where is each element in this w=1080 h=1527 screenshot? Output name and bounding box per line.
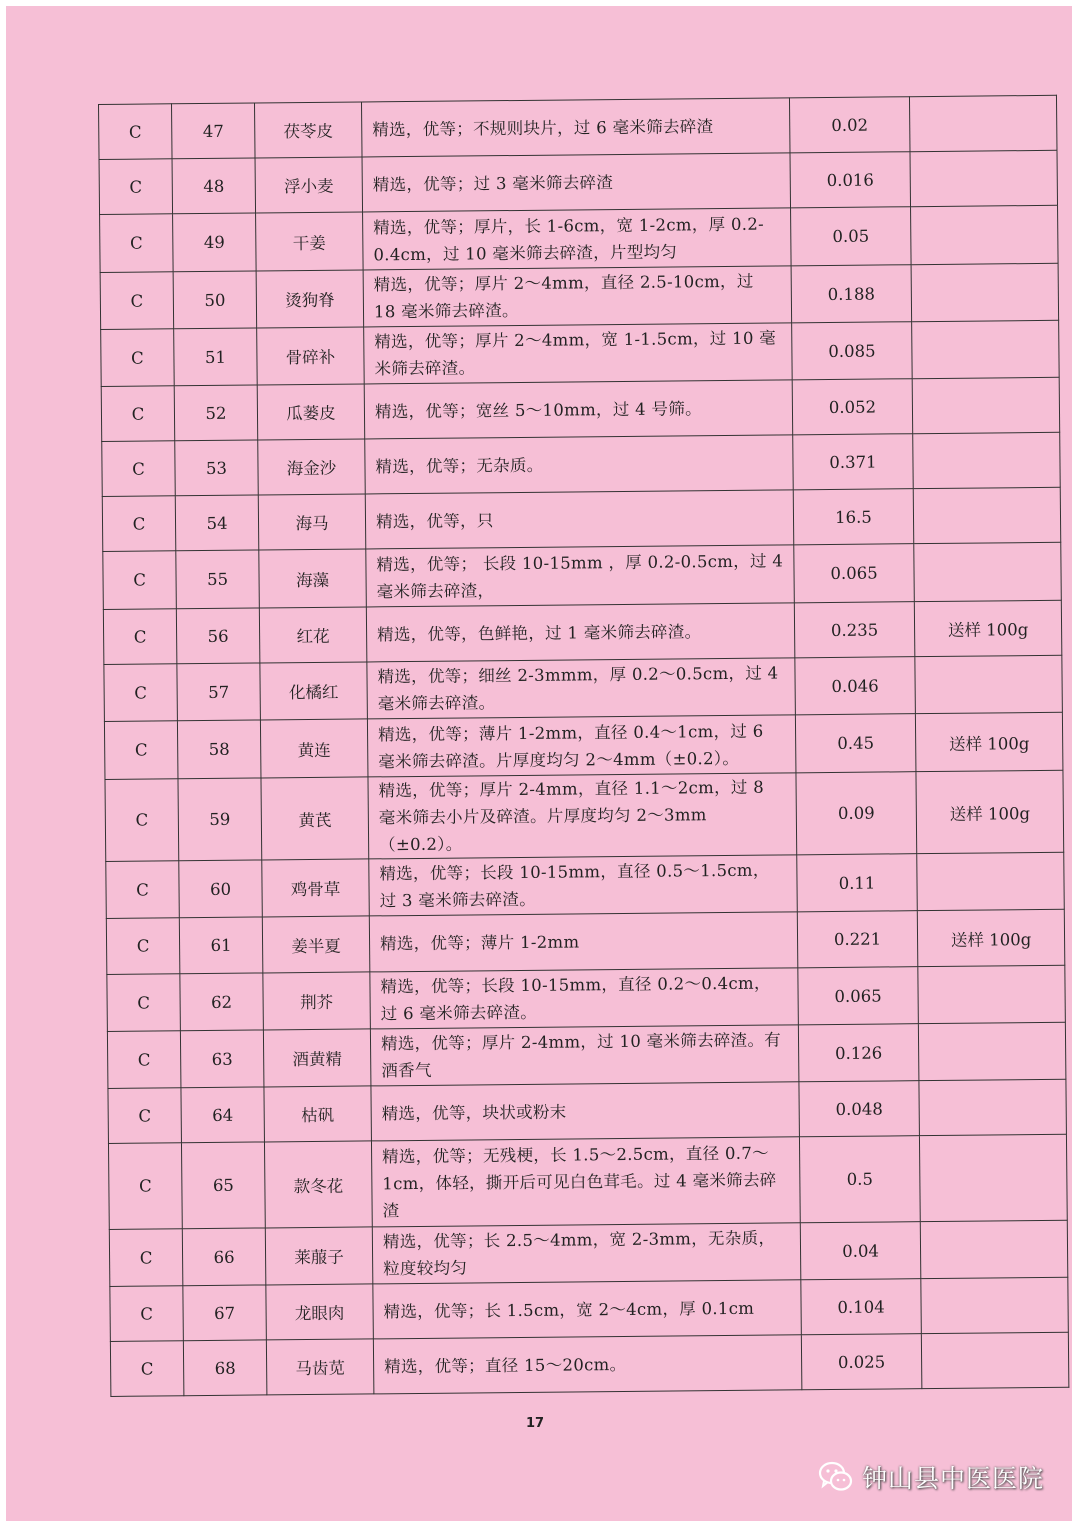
table-row: [104, 655, 1063, 721]
cell-grade: C: [102, 496, 176, 552]
table-row: [100, 263, 1059, 329]
cell-herb-name: 瓜蒌皮: [257, 384, 365, 440]
cell-description: 精选，优等；长段 10-15mm，直径 0.5～1.5cm，过 3 毫米筛去碎渣。: [369, 855, 798, 916]
cell-number: 56: [176, 608, 260, 664]
cell-price: 0.188: [791, 265, 912, 323]
cell-description: 精选，优等；厚片 2～4mm，宽 1-1.5cm，过 10 毫米筛去碎渣。: [364, 323, 793, 384]
cell-herb-name: 姜半夏: [262, 916, 370, 973]
cell-number: 63: [180, 1030, 264, 1088]
cell-grade: C: [105, 779, 179, 862]
cell-price: 0.371: [793, 434, 914, 490]
table-row: [110, 1277, 1068, 1341]
cell-number: 57: [177, 663, 261, 721]
cell-herb-name: 烫狗脊: [256, 270, 364, 328]
cell-number: 50: [173, 271, 257, 329]
cell-description: 精选，优等；薄片 1-2mm，直径 0.4～1cm，过 6 毫米筛去碎渣。片厚度均匀 2～4mm（±0.2）。: [367, 715, 796, 777]
cell-description: 精选，优等； 长段 10-15mm ，厚 0.2-0.5cm，过 4 毫米筛去碎渣，: [366, 545, 795, 607]
cell-grade: C: [103, 609, 177, 665]
cell-herb-name: 枯矾: [264, 1086, 372, 1142]
cell-note: [918, 1022, 1066, 1080]
cell-grade: C: [99, 159, 173, 215]
cell-grade: C: [107, 974, 181, 1032]
cell-grade: C: [107, 1031, 181, 1089]
cell-grade: C: [110, 1341, 184, 1397]
cell-note: [914, 542, 1062, 601]
cell-price: 0.085: [792, 322, 913, 380]
table-row: [109, 1220, 1068, 1286]
cell-number: 64: [181, 1087, 265, 1143]
cell-price: 0.052: [792, 379, 913, 435]
cell-price: 0.048: [799, 1081, 920, 1137]
cell-grade: C: [104, 664, 178, 722]
table-row: [108, 1134, 1067, 1229]
cell-grade: C: [106, 861, 180, 919]
cell-description: 精选，优等；长 2.5～4mm，宽 2-3mm，无杂质，粒度较均匀: [372, 1223, 801, 1284]
cell-number: 68: [183, 1340, 267, 1396]
table-row: [102, 432, 1060, 496]
cell-grade: C: [108, 1143, 182, 1230]
cell-note: [919, 1134, 1067, 1221]
cell-herb-name: 红花: [259, 607, 367, 663]
cell-note: [919, 1079, 1067, 1135]
cell-note: [917, 852, 1065, 910]
cell-note: 送样 100g: [915, 712, 1063, 771]
cell-grade: C: [108, 1088, 182, 1144]
cell-note: [909, 95, 1057, 151]
table-row: [104, 712, 1063, 779]
cell-price: 0.09: [796, 772, 917, 855]
cell-herb-name: 化橘红: [260, 662, 368, 720]
cell-grade: C: [104, 721, 178, 780]
cell-description: 精选，优等；长段 10-15mm，直径 0.2～0.4cm，过 6 毫米筛去碎渣。: [370, 968, 799, 1029]
table-body: [99, 95, 1069, 1396]
cell-number: 62: [180, 973, 264, 1031]
cell-herb-name: 黄连: [260, 719, 368, 778]
cell-price: 0.11: [797, 854, 918, 912]
page-number: 17: [525, 1416, 545, 1431]
cell-price: 0.221: [797, 911, 918, 968]
cell-description: 精选，优等；薄片 1-2mm: [369, 912, 798, 972]
cell-price: 0.126: [798, 1024, 919, 1082]
table-row: [103, 542, 1062, 609]
table-row: [102, 487, 1060, 551]
table-row: [108, 1079, 1066, 1143]
cell-herb-name: 骨碎补: [257, 327, 365, 385]
cell-herb-name: 海藻: [259, 549, 367, 608]
cell-number: 53: [175, 440, 259, 496]
cell-price: 0.04: [800, 1222, 921, 1280]
cell-price: 0.025: [801, 1334, 922, 1390]
cell-herb-name: 黄芪: [261, 777, 369, 860]
cell-note: [910, 150, 1058, 206]
table-row: [101, 320, 1060, 386]
cell-herb-name: 浮小麦: [255, 157, 363, 213]
cell-number: 48: [172, 158, 256, 214]
cell-description: 精选，优等，色鲜艳，过 1 毫米筛去碎渣。: [366, 603, 795, 662]
cell-grade: C: [101, 386, 175, 442]
cell-number: 66: [182, 1228, 266, 1286]
cell-price: 0.104: [801, 1279, 922, 1335]
cell-grade: C: [99, 104, 173, 160]
cell-note: [915, 655, 1063, 713]
table-row: [107, 965, 1066, 1031]
table-row: [106, 852, 1065, 918]
cell-grade: C: [103, 551, 177, 610]
table-row: [106, 909, 1064, 974]
cell-price: 0.05: [791, 207, 912, 266]
cell-description: 精选，优等；直径 15～20cm。: [373, 1335, 802, 1394]
cell-price: 0.065: [798, 967, 919, 1025]
cell-number: 55: [176, 550, 260, 609]
cell-herb-name: 荆芥: [263, 972, 371, 1030]
cell-price: 0.046: [795, 657, 916, 715]
cell-herb-name: 龙眼肉: [266, 1284, 374, 1340]
cell-number: 65: [181, 1142, 265, 1229]
cell-note: [912, 377, 1060, 433]
table-row: [99, 150, 1057, 214]
cell-grade: C: [102, 441, 176, 497]
cell-herb-name: 酒黄精: [263, 1029, 371, 1087]
cell-description: 精选，优等；细丝 2-3mmm，厚 0.2～0.5cm，过 4 毫米筛去碎渣。: [367, 658, 796, 719]
cell-herb-name: 海马: [258, 494, 366, 550]
table-row: [105, 770, 1064, 861]
cell-number: 51: [174, 328, 258, 386]
cell-grade: C: [100, 214, 174, 273]
cell-herb-name: 莱菔子: [265, 1227, 373, 1285]
cell-number: 59: [178, 778, 262, 861]
table-row: [110, 1332, 1068, 1396]
cell-number: 47: [172, 103, 256, 159]
cell-description: 精选，优等；不规则块片，过 6 毫米筛去碎渣: [361, 98, 790, 157]
cell-herb-name: 干姜: [256, 212, 364, 271]
cell-description: 精选，优等；过 3 毫米筛去碎渣: [362, 153, 791, 212]
cell-note: [912, 320, 1060, 378]
cell-note: [911, 263, 1059, 321]
table-row: [99, 95, 1057, 159]
cell-description: 精选，优等，只: [365, 490, 794, 549]
table-row: [107, 1022, 1066, 1088]
cell-price: 0.02: [789, 97, 910, 153]
table-row: [103, 600, 1061, 664]
cell-number: 49: [173, 213, 257, 272]
cell-herb-name: 茯苓皮: [254, 102, 362, 158]
watermark: [818, 1455, 1044, 1499]
cell-note: [918, 965, 1066, 1023]
cell-price: 0.016: [790, 152, 911, 208]
cell-price: 0.45: [795, 714, 916, 773]
cell-price: 0.5: [799, 1136, 920, 1223]
cell-description: 精选，优等；无残梗，长 1.5～2.5cm，直径 0.7～1cm，体轻，撕开后可见白色茸毛。过 4 毫米筛去碎渣: [371, 1137, 800, 1227]
cell-herb-name: 款冬花: [264, 1141, 372, 1228]
cell-number: 67: [183, 1285, 267, 1341]
cell-herb-name: 鸡骨草: [262, 859, 370, 917]
cell-note: [913, 432, 1061, 488]
cell-description: 精选，优等；长 1.5cm，宽 2～4cm，厚 0.1cm: [373, 1280, 802, 1339]
cell-grade: C: [101, 329, 175, 387]
cell-number: 54: [175, 495, 259, 551]
wechat-icon: [818, 1461, 854, 1493]
herb-spec-table: [98, 95, 1069, 1397]
cell-description: 精选，优等；无杂质。: [365, 435, 794, 494]
cell-note: [921, 1332, 1069, 1388]
cell-description: 精选，优等；厚片 2-4mm，过 10 毫米筛去碎渣。有酒香气: [370, 1025, 799, 1086]
cell-grade: C: [109, 1229, 183, 1287]
table-row: [101, 377, 1059, 441]
cell-number: 61: [179, 917, 263, 974]
cell-number: 60: [179, 860, 263, 918]
watermark-text: 钟山县中医医院: [862, 1464, 1045, 1493]
table-row: [100, 205, 1059, 272]
cell-description: 精选，优等；宽丝 5～10mm，过 4 号筛。: [364, 380, 793, 439]
cell-description: 精选，优等；厚片 2-4mm，直径 1.1～2cm，过 8 毫米筛去小片及碎渣。片厚度均匀 2～3mm（±0.2）。: [368, 773, 797, 859]
cell-herb-name: 海金沙: [258, 439, 366, 495]
cell-grade: C: [100, 272, 174, 330]
cell-description: 精选，优等；厚片 2～4mm，直径 2.5-10cm，过 18 毫米筛去碎渣。: [363, 266, 792, 327]
cell-number: 58: [177, 720, 261, 779]
cell-description: 精选，优等，块状或粉末: [371, 1082, 800, 1141]
cell-note: 送样 100g: [916, 770, 1064, 853]
cell-note: [913, 487, 1061, 543]
cell-price: 0.065: [794, 544, 915, 603]
cell-description: 精选，优等；厚片，长 1-6cm，宽 1-2cm，厚 0.2-0.4cm，过 10 毫米筛去碎渣，片型均匀: [363, 208, 792, 270]
cell-note: 送样 100g: [917, 909, 1065, 966]
cell-note: 送样 100g: [914, 600, 1062, 656]
cell-price: 0.235: [794, 602, 915, 658]
cell-number: 52: [174, 385, 258, 441]
cell-grade: C: [110, 1286, 184, 1342]
cell-grade: C: [106, 918, 180, 975]
cell-herb-name: 马齿苋: [266, 1339, 374, 1395]
cell-note: [921, 1277, 1069, 1333]
cell-note: [920, 1220, 1068, 1278]
cell-price: 16.5: [793, 489, 914, 545]
cell-note: [911, 205, 1059, 264]
